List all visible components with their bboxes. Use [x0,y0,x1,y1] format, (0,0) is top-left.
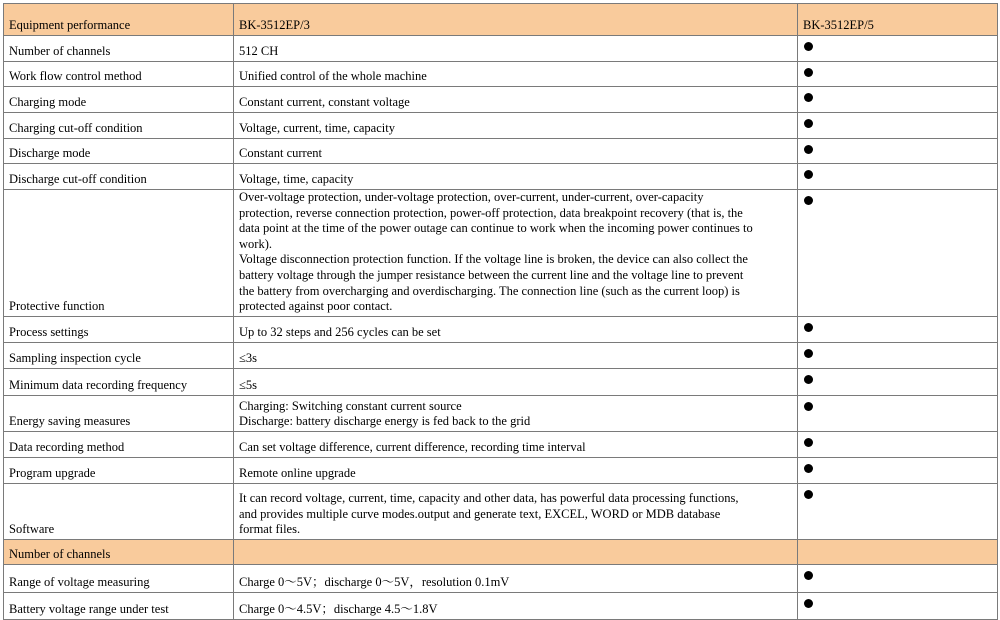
filled-circle-icon [804,349,813,358]
value-cell [234,190,798,317]
filled-circle-icon [804,93,813,102]
value-cell [234,62,798,87]
parameter-cell: Process settings [4,316,234,342]
table-row [4,316,998,342]
value-cell [234,368,798,395]
table-row [4,36,998,62]
value-cell [234,87,798,113]
value-cell [234,431,798,457]
model-b-cell [798,342,998,368]
header-parameter: Equipment performance [4,4,234,36]
parameter-cell: Program upgrade [4,457,234,483]
parameter-cell: Work flow control method [4,62,234,87]
model-b-cell [798,592,998,619]
parameter-cell: Data recording method [4,431,234,457]
value-line: Charge 0～4.5V；discharge 4.5～1.8V [239,602,438,617]
filled-circle-icon [804,599,813,608]
value-cell [234,483,798,539]
value-cell [234,592,798,619]
filled-circle-icon [804,170,813,179]
parameter-cell: Number of channels [4,36,234,62]
model-b-cell [798,431,998,457]
table-row [4,113,998,139]
value-cell [234,395,798,431]
table-row [4,139,998,164]
table-row [4,190,998,317]
value-cell [234,316,798,342]
value-line: the battery from overcharging and overdischarging. The connection line (such as the current loop) is [239,283,740,298]
filled-circle-icon [804,571,813,580]
parameter-cell: Range of voltage measuring [4,564,234,592]
parameter-cell: Discharge mode [4,139,234,164]
value-cell [234,113,798,139]
model-b-cell [798,164,998,190]
model-b-cell [798,36,998,62]
value-line: 512 CH [239,44,279,59]
value-cell [234,539,798,564]
value-line: battery voltage through the jumper resistance between the current line and the voltage line to prevent [239,267,744,282]
value-line: Constant current, constant voltage [239,95,410,110]
model-b-cell [798,564,998,592]
filled-circle-icon [804,375,813,384]
value-line: format files. [239,522,301,537]
value-cell [234,564,798,592]
filled-circle-icon [804,119,813,128]
model-b-cell [798,139,998,164]
model-b-cell [798,316,998,342]
filled-circle-icon [804,145,813,154]
value-line: Voltage, time, capacity [239,172,354,187]
table-row [4,483,998,539]
model-b-cell [798,62,998,87]
filled-circle-icon [804,323,813,332]
value-line: data point at the time of the power outage can continue to work when the incoming power continues to [239,221,753,236]
table-row [4,539,998,564]
table-header-row [4,4,998,36]
filled-circle-icon [804,438,813,447]
value-line: Voltage disconnection protection function. If the voltage line is broken, the device can also collect the [239,252,748,267]
table-row [4,564,998,592]
value-line: and provides multiple curve modes.output and generate text, EXCEL, WORD or MDB database [239,506,721,521]
value-line: Charging: Switching constant current source [239,398,462,413]
value-line: Over-voltage protection, under-voltage protection, over-current, under-current, over-capacity [239,190,704,204]
model-b-cell [798,87,998,113]
model-b-cell [798,395,998,431]
value-cell [234,457,798,483]
table-row [4,457,998,483]
parameter-cell: Discharge cut-off condition [4,164,234,190]
value-line: Voltage, current, time, capacity [239,121,395,136]
value-line: work). [239,236,272,251]
table-row [4,342,998,368]
parameter-cell: Sampling inspection cycle [4,342,234,368]
model-b-cell [798,190,998,317]
filled-circle-icon [804,464,813,473]
table-row [4,592,998,619]
value-cell [234,36,798,62]
table-row [4,164,998,190]
value-line: protection, reverse connection protection, power-off protection, data breakpoint recovery (that is, the [239,205,743,220]
filled-circle-icon [804,490,813,499]
filled-circle-icon [804,402,813,411]
filled-circle-icon [804,42,813,51]
model-b-cell [798,113,998,139]
parameter-cell: Number of channels [4,539,234,564]
model-b-cell [798,368,998,395]
parameter-cell: Energy saving measures [4,395,234,431]
filled-circle-icon [804,68,813,77]
value-cell [234,164,798,190]
parameter-cell: Charging mode [4,87,234,113]
table-row [4,368,998,395]
table-row [4,395,998,431]
value-line: ≤3s [239,351,257,366]
value-line: Unified control of the whole machine [239,69,427,84]
value-line: Remote online upgrade [239,466,356,481]
value-line: Discharge: battery discharge energy is fed back to the grid [239,414,531,429]
table-row [4,87,998,113]
parameter-cell: Software [4,483,234,539]
header-model-b: BK-3512EP/5 [798,4,998,36]
filled-circle-icon [804,196,813,205]
parameter-cell: Battery voltage range under test [4,592,234,619]
spec-table [3,3,998,620]
value-line: protected against poor contact. [239,299,393,314]
model-b-cell [798,539,998,564]
value-line: It can record voltage, current, time, capacity and other data, has powerful data processing functions, [239,490,739,505]
value-line: ≤5s [239,378,257,393]
model-b-cell [798,483,998,539]
value-line: Can set voltage difference, current difference, recording time interval [239,440,586,455]
spec-table-body [4,4,998,620]
value-line: Charge 0～5V；discharge 0～5V，resolution 0.1mV [239,575,510,590]
table-row [4,62,998,87]
value-cell [234,342,798,368]
parameter-cell: Charging cut-off condition [4,113,234,139]
value-line: Constant current [239,146,322,161]
table-row [4,431,998,457]
parameter-cell: Minimum data recording frequency [4,368,234,395]
model-b-cell [798,457,998,483]
parameter-cell: Protective function [4,190,234,317]
value-cell [234,139,798,164]
header-model-a: BK-3512EP/3 [234,4,798,36]
value-line: Up to 32 steps and 256 cycles can be set [239,325,441,340]
